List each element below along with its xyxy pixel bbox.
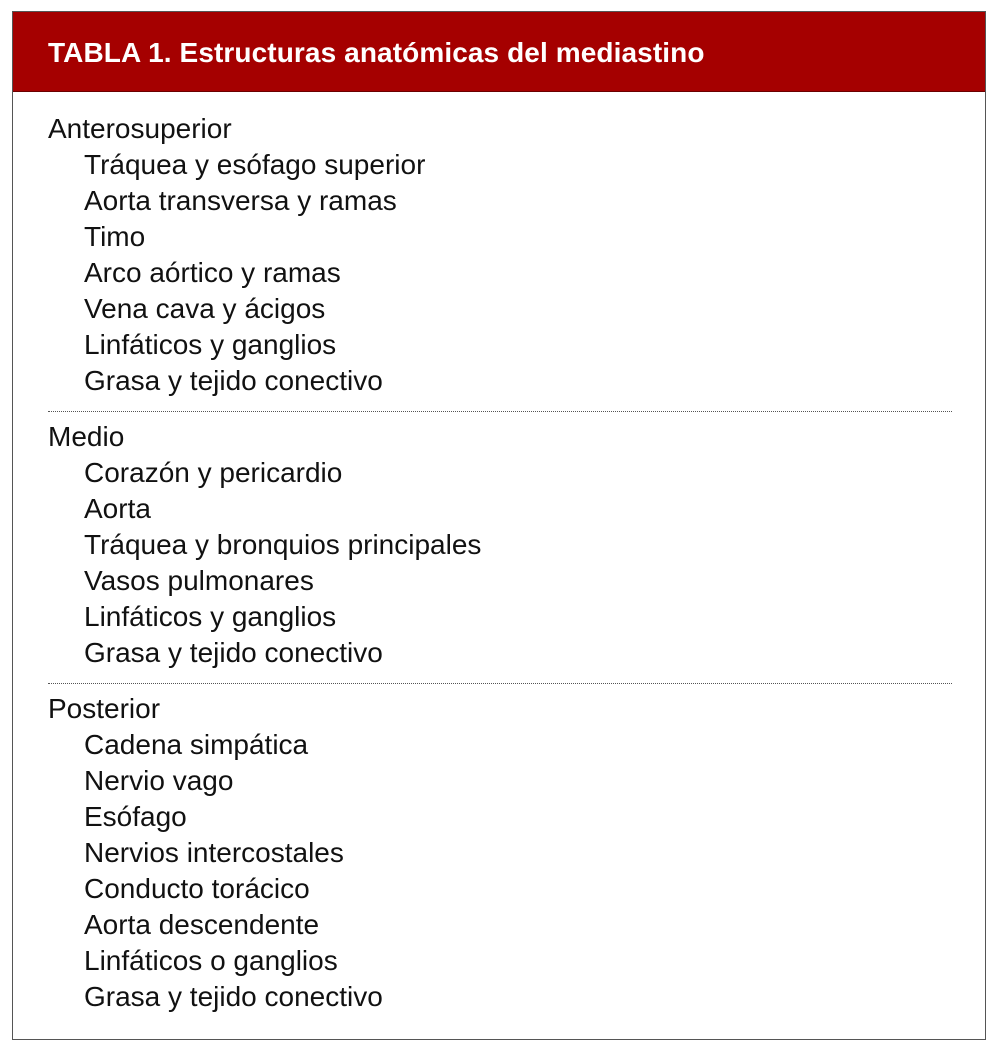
section-heading: Medio	[48, 421, 125, 452]
list-item: Tráquea y bronquios principales	[84, 529, 482, 560]
table-header	[13, 12, 985, 92]
structure-list	[13, 147, 985, 399]
section-medio	[13, 419, 985, 684]
list-item: Nervios intercostales	[84, 837, 344, 868]
list-item: Corazón y pericardio	[84, 457, 343, 488]
section-anterosuperior	[13, 111, 985, 412]
list-item: Vasos pulmonares	[84, 565, 314, 596]
list-item: Arco aórtico y ramas	[84, 257, 341, 288]
list-item: Grasa y tejido conectivo	[84, 981, 383, 1012]
section-divider	[48, 683, 952, 684]
section-posterior	[13, 691, 985, 1015]
list-item: Vena cava y ácigos	[84, 293, 326, 324]
structure-list	[13, 727, 985, 1015]
list-item: Linfáticos o ganglios	[84, 945, 338, 976]
section-divider	[48, 411, 952, 412]
table-title: TABLA 1. Estructuras anatómicas del mediastino	[48, 36, 705, 68]
list-item: Grasa y tejido conectivo	[84, 365, 383, 396]
list-item: Aorta descendente	[84, 909, 320, 940]
anatomy-table	[12, 11, 986, 1040]
list-item: Grasa y tejido conectivo	[84, 637, 383, 668]
list-item: Linfáticos y ganglios	[84, 601, 337, 632]
section-heading: Posterior	[48, 693, 161, 724]
list-item: Esófago	[84, 801, 187, 832]
list-item: Linfáticos y ganglios	[84, 329, 337, 360]
section-heading: Anterosuperior	[48, 113, 232, 144]
list-item: Tráquea y esófago superior	[84, 149, 426, 180]
list-item: Nervio vago	[84, 765, 234, 796]
table-body	[13, 92, 985, 1015]
list-item: Aorta transversa y ramas	[84, 185, 397, 216]
list-item: Conducto torácico	[84, 873, 310, 904]
list-item: Timo	[84, 221, 146, 252]
list-item: Aorta	[84, 493, 151, 524]
list-item: Cadena simpática	[84, 729, 309, 760]
structure-list	[13, 455, 985, 671]
